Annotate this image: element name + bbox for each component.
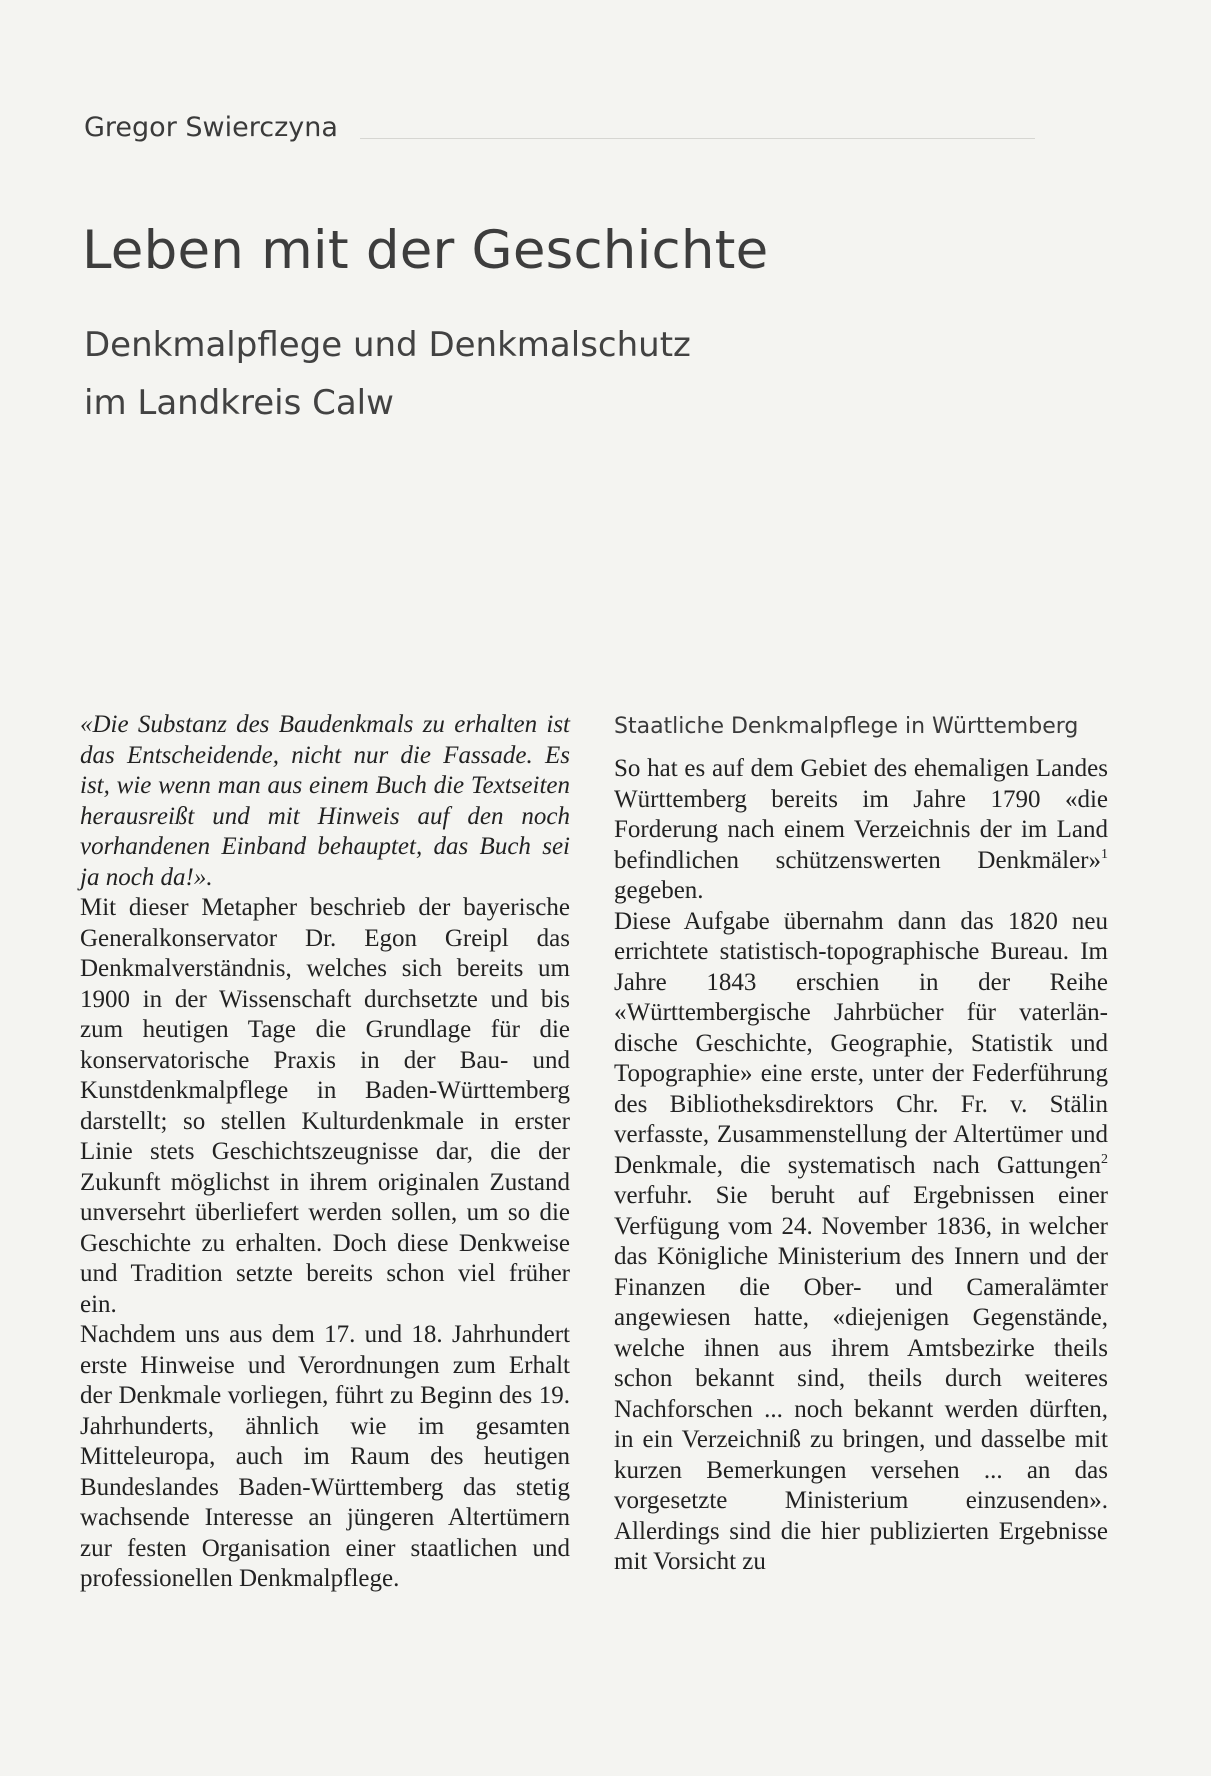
subtitle-line-2: im Landkreis Calw: [84, 383, 394, 423]
footnote-marker: 2: [1101, 1151, 1108, 1167]
body-paragraph: Nachdem uns aus dem 17. und 18. Jahrhundert erste Hinweise und Verordnungen zum Erhalt der Denkmale vorliegen, führt zu Beginn des 19. Jahrhunderts, ähnlich wie im gesamten Mitteleuropa, auch im Raum des heutigen Bundeslandes Baden-Württemberg das stetig wachsende Interesse an jüngeren Altertümern zur festen Organisation einer staatlichen und professionellen Denkmalpflege.: [80, 1321, 570, 1592]
article-subtitle: [84, 316, 844, 432]
footnote-marker: 1: [1101, 846, 1108, 862]
paragraph-text: gegeben.: [614, 877, 704, 904]
section-heading: Staatliche Denkmalpflege in Württemberg: [614, 714, 1079, 739]
body-paragraph: [614, 907, 1108, 1578]
right-column: [614, 712, 1108, 1578]
paragraph-text: So hat es auf dem Gebiet des ehemaligen Landes Württemberg bereits im Jahre 1790 «die Forderung nach einem Verzeichnis der im Land befindlichen schützenswerten Denkmäler»: [614, 755, 1108, 874]
body-paragraph: Mit dieser Metapher beschrieb der bayerische Generalkonservator Dr. Egon Greipl das Denkmalverständnis, welches sich bereits um 1900 in der Wissenschaft durchsetzte und bis zum heutigen Tage die Grundlage für die konservatorische Praxis in der Bau- und Kunstdenkmalpflege in Baden-Württemberg darstellt; so stellen Kulturdenkmale in erster Linie stets Geschichtszeugnisse dar, die der Zukunft möglichst in ihrem originalen Zustand unversehrt überliefert werden sollen, um so die Geschichte zu erhalten. Doch diese Denkweise und Tradition setzte bereits schon viel früher ein.: [80, 894, 570, 1318]
opening-quote: «Die Substanz des Baudenkmals zu erhalten ist das Entscheidende, nicht nur die Fassade. Es ist, wie wenn man aus einem Buch die Textseiten herausreißt und mit Hinweis auf den noch vorhandenen Einband behauptet, das Buch sei ja noch da!».: [80, 711, 570, 891]
paragraph-text: verfuhr. Sie beruht auf Ergebnissen einer Verfügung vom 24. November 1836, in welcher das Königliche Ministerium des Innern und der Finanzen die Ober- und Cameralämter angewiesen hatte, «diejenigen Gegenstände, welche ihnen aus ihrem Amtsbezirke theils schon bekannt sind, theils durch weiteres Nachforschen ... noch bekannt werden dürften, in ein Verzeichniß zu bringen, und dasselbe mit kurzen Bemerkungen versehen ... an das vorgesetzte Ministerium einzusenden». Allerdings sind die hier publizierten Ergebnisse mit Vorsicht zu: [614, 1182, 1108, 1575]
author-name: Gregor Swierczyna: [84, 112, 338, 143]
body-paragraph: [614, 754, 1108, 907]
subtitle-line-1: Denkmalpflege und Denkmalschutz: [84, 325, 691, 365]
article-title: Leben mit der Geschichte: [82, 220, 769, 281]
left-column: [80, 710, 570, 1595]
header-rule: [360, 138, 1035, 139]
paragraph-text: Diese Aufgabe übernahm dann das 1820 neu errichtete statistisch-topographische Bureau. Im Jahre 1843 erschien in der Reihe «Württembergische Jahrbücher für vaterländische Geschichte, Geographie, Statistik und Topographie» eine erste, unter der Federführung des Bibliotheksdirektors Chr. Fr. v. Stälin verfasste, Zusammenstellung der Altertümer und Denkmale, die systematisch nach Gattungen: [614, 907, 1108, 1179]
